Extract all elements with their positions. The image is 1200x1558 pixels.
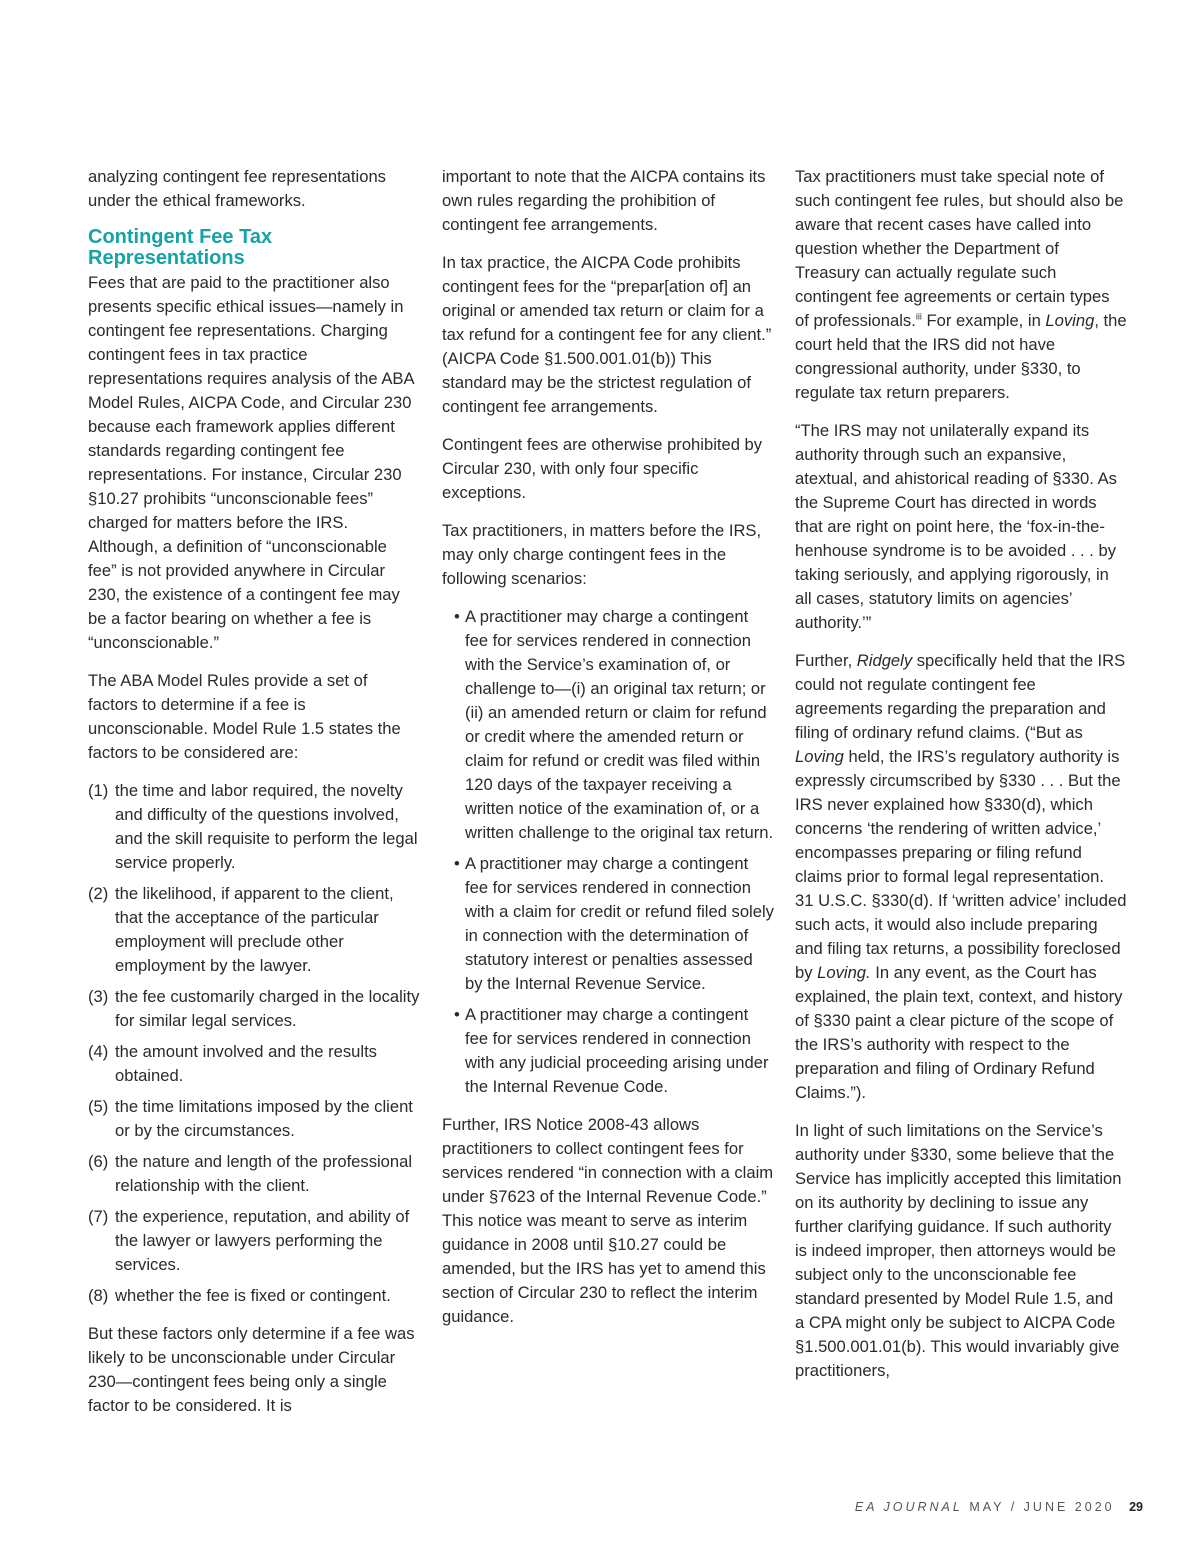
list-text: the experience, reputation, and ability of the lawyer or lawyers performing the services.: [115, 1207, 410, 1274]
list-item: [88, 985, 420, 1033]
list-item: [88, 1095, 420, 1143]
text-run: specifically held that the IRS could not regulate contingent fee agreements regarding the preparation and filing of ordinary refund claims. (“But as: [795, 651, 1126, 742]
quote-paragraph: “The IRS may not unilaterally expand its authority through such an expansive, atextual, and ahistorical reading of §330. As the Supreme Court has directed in words that are right on point here, the ‘fox-in-the-henhouse syndrome is to be avoided . . . by taking seriously, and applying rigorously, in all cases, statutory limits on agencies’ authority.’”: [795, 421, 1117, 632]
list-number: (3): [88, 987, 109, 1006]
column-1: [88, 165, 420, 1432]
paragraph: [795, 649, 1127, 1105]
case-name: Loving: [795, 747, 844, 766]
text-run: In any event, as the Court has explained, the plain text, context, and history of §330 paint a clear picture of the scope of the IRS’s authority with respect to the preparation and filing of Ordinary Refund Claims.”).: [795, 963, 1123, 1102]
list-text: the fee customarily charged in the locality for similar legal services.: [115, 987, 420, 1030]
list-item: [88, 882, 420, 978]
list-number: (7): [88, 1207, 109, 1226]
paragraph: Further, IRS Notice 2008-43 allows practitioners to collect contingent fees for services rendered “in connection with a claim under §7623 of the Internal Revenue Code.” This notice was meant to serve as interim guidance in 2008 until §10.27 could be amended, but the IRS has yet to amend this section of Circular 230 to reflect the interim guidance.: [442, 1115, 774, 1326]
paragraph: The ABA Model Rules provide a set of factors to determine if a fee is unconscionable. Model Rule 1.5 states the factors to be considered are:: [88, 671, 401, 762]
list-number: (6): [88, 1152, 109, 1171]
list-text: A practitioner may charge a contingent fee for services rendered in connection with the Service’s examination of, or challenge to—(i) an original tax return; or (ii) an amended return or claim for refund or credit where the amended return or claim for refund or credit was filed within 120 days of the taxpayer receiving a written notice of the examination of, or a written challenge to the original tax return.: [465, 607, 774, 842]
case-name: Loving.: [817, 963, 871, 982]
list-text: the time limitations imposed by the client or by the circumstances.: [115, 1097, 413, 1140]
list-item: [442, 605, 774, 845]
exceptions-list: [442, 605, 774, 1099]
case-name: Ridgely: [856, 651, 913, 670]
text-run: Tax practitioners must take special note of such contingent fee rules, but should also be aware that recent cases have called into question whether the Department of Treasury can actually regulate such contingent fee agreements or certain types of professionals.: [795, 167, 1124, 330]
column-2: [442, 165, 774, 1343]
list-text: the amount involved and the results obtained.: [115, 1042, 377, 1085]
list-text: whether the fee is fixed or contingent.: [115, 1286, 391, 1305]
column-3: [795, 165, 1127, 1397]
list-item: [442, 852, 774, 996]
paragraph: important to note that the AICPA contains its own rules regarding the prohibition of contingent fee arrangements.: [442, 167, 766, 234]
text-run: Further,: [795, 651, 857, 670]
paragraph: Fees that are paid to the practitioner also presents specific ethical issues—namely in contingent fee representations. Charging contingent fees in tax practice representations requires analysis of the ABA Model Rules, AICPA Code, and Circular 230 because each framework applies different standards regarding contingent fee representations. For instance, Circular 230 §10.27 prohibits “unconscionable fees” charged for matters before the IRS. Although, a definition of “unconscionable fee” is not provided anywhere in Circular 230, the existence of a contingent fee may be a factor bearing on whether a fee is “unconscionable.”: [88, 273, 414, 652]
list-number: (8): [88, 1286, 109, 1305]
list-text: the time and labor required, the novelty and difficulty of the questions involved, and the skill requisite to perform the legal service properly.: [115, 781, 418, 872]
list-number: (2): [88, 884, 109, 903]
page-number: 29: [1129, 1500, 1143, 1514]
list-number: (5): [88, 1097, 109, 1116]
magazine-name: EA JOURNAL: [854, 1500, 963, 1514]
issue-date: MAY / JUNE 2020: [969, 1500, 1115, 1514]
paragraph: Tax practitioners, in matters before the IRS, may only charge contingent fees in the following scenarios:: [442, 521, 762, 588]
paragraph: In tax practice, the AICPA Code prohibits contingent fees for the “prepar[ation of] an original or amended tax return or claim for a tax refund for a contingent fee for any client.” (AICPA Code §1.500.001.01(b)) This standard may be the strictest regulation of contingent fee arrangements.: [442, 253, 772, 416]
bullet-icon: •: [454, 607, 460, 626]
page-footer: [855, 1500, 1143, 1514]
case-name: Loving: [1045, 311, 1095, 330]
bullet-icon: •: [454, 1005, 460, 1024]
list-text: the likelihood, if apparent to the client, that the acceptance of the particular employment will preclude other employment by the lawyer.: [115, 884, 394, 975]
list-text: A practitioner may charge a contingent fee for services rendered in connection with any judicial proceeding arising under the Internal Revenue Code.: [465, 1005, 769, 1096]
list-item: [88, 1150, 420, 1198]
text-run: , the court held that the IRS did not have congressional authority, under §330, to regulate tax return preparers.: [795, 311, 1127, 402]
factors-list: [88, 779, 420, 1308]
text-run: For example, in: [921, 311, 1046, 330]
list-item: [88, 1205, 420, 1277]
bullet-icon: •: [454, 854, 460, 873]
list-text: A practitioner may charge a contingent fee for services rendered in connection with a claim for credit or refund filed solely in connection with the determination of statutory interest or penalties assessed by the Internal Revenue Service.: [465, 854, 774, 993]
list-number: (1): [88, 781, 109, 800]
section-heading: Contingent Fee Tax Representations: [88, 226, 273, 269]
paragraph: In light of such limitations on the Service’s authority under §330, some believe that the Service has implicitly accepted this limitation on its authority by declining to issue any further clarifying guidance. If such authority is indeed improper, then attorneys would be subject only to the unconscionable fee standard presented by Model Rule 1.5, and a CPA might only be subject to AICPA Code §1.500.001.01(b). This would invariably give practitioners,: [795, 1121, 1122, 1380]
list-item: [88, 1040, 420, 1088]
paragraph: Contingent fees are otherwise prohibited by Circular 230, with only four specific exceptions.: [442, 435, 763, 502]
paragraph: But these factors only determine if a fee was likely to be unconscionable under Circular 230—contingent fees being only a single factor to be considered. It is: [88, 1324, 415, 1415]
list-text: the nature and length of the professional relationship with the client.: [115, 1152, 413, 1195]
list-item: [88, 1284, 420, 1308]
paragraph: [795, 165, 1127, 405]
footnote-ref: iii: [915, 311, 922, 322]
list-item: [442, 1003, 774, 1099]
list-item: [88, 779, 420, 875]
list-number: (4): [88, 1042, 109, 1061]
paragraph: analyzing contingent fee representations under the ethical frameworks.: [88, 167, 386, 210]
text-run: held, the IRS’s regulatory authority is expressly circumscribed by §330 . . . But the IRS never explained how §330(d), which concerns ‘the rendering of written advice,’ encompasses preparing or filing refund claims prior to formal legal representation. 31 U.S.C. §330(d). If ‘written advice’ included such acts, it would also include preparing and filing tax returns, a possibility foreclosed by: [795, 747, 1127, 982]
